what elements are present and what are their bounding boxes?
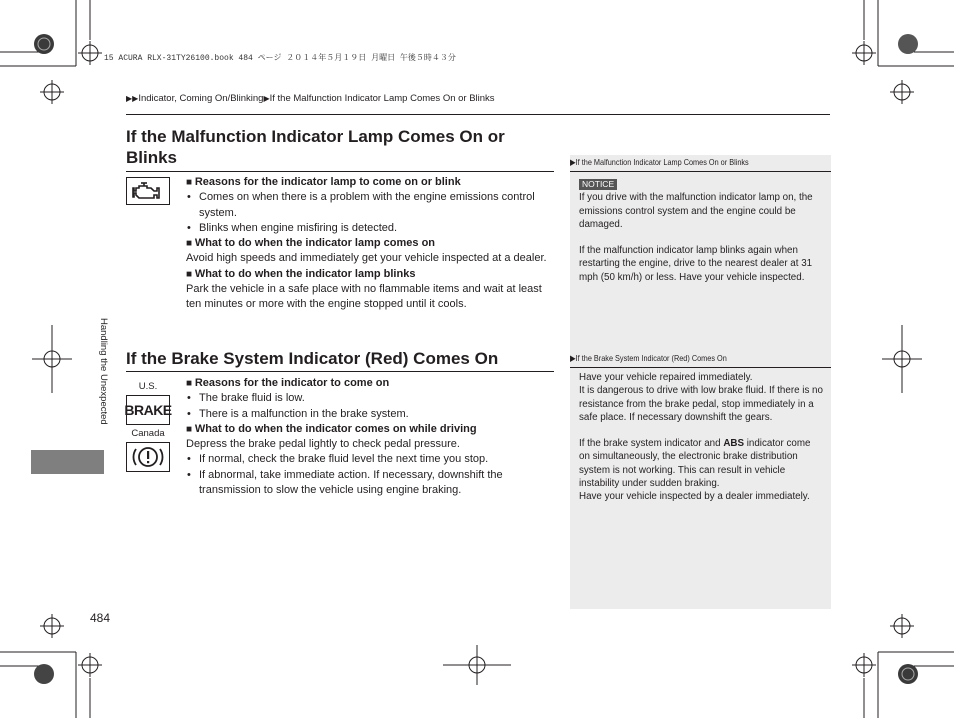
section2-reasons-heading: ■ Reasons for the indicator to come on (186, 376, 556, 391)
section2-driving-list (186, 452, 556, 498)
brake-indicator-icon (126, 395, 170, 425)
print-header: 15 ACURA RLX-31TY26100.book 484 ページ ２０１４年５月１９日 月曜日 午後５時４３分 (104, 54, 456, 63)
sidebar1-para1: If you drive with the malfunction indicator lamp on, the emissions control system and the engine could be damaged. (579, 192, 813, 230)
chapter-tab-label: Handling the Unexpected (98, 318, 109, 425)
sidebar1 (570, 157, 831, 284)
section2-body (186, 376, 556, 498)
list-item: • Blinks when engine misfiring is detected. (199, 221, 556, 236)
chapter-tab[interactable] (31, 450, 104, 474)
list-item: • Comes on when there is a problem with the engine emissions control system. (199, 190, 556, 221)
list-item: • The brake fluid is low. (199, 391, 556, 406)
sidebar1-heading: ▶If the Malfunction Indicator Lamp Comes On or Blinks (570, 157, 749, 167)
abs-label: ABS (723, 438, 744, 450)
list-item: • If normal, check the brake fluid level the next time you stop. (199, 452, 556, 467)
check-engine-icon (126, 177, 170, 205)
list-item: • There is a malfunction in the brake system. (199, 407, 556, 422)
sidebar2-para3: If the brake system indicator and ABS indicator come on simultaneously, the electronic brake distribution system is not working. This can result in vehicle instability under sudden braking. (579, 438, 811, 490)
list-item: • If abnormal, take immediate action. If necessary, downshift the transmission to slow the vehicle using engine braking. (199, 468, 556, 499)
section2-rule (126, 371, 554, 372)
section1-blinks-heading: ■ What to do when the indicator lamp blinks (186, 267, 556, 282)
section1-comes-on-heading: ■ What to do when the indicator lamp comes on (186, 236, 556, 251)
section2-driving-heading: ■ What to do when the indicator comes on while driving (186, 422, 556, 437)
section1-reasons-heading: ■ Reasons for the indicator lamp to come on or blink (186, 175, 556, 190)
section1-body (186, 175, 556, 313)
sidebar1-text (570, 172, 831, 284)
notice-badge: NOTICE (579, 179, 617, 190)
section1-comes-on-text: Avoid high speeds and immediately get your vehicle inspected at a dealer. (186, 252, 547, 265)
brake-icon-text: BRAKE (124, 402, 172, 418)
sidebar2-para1: Have your vehicle repaired immediately. (579, 372, 753, 383)
canada-label: Canada (131, 428, 165, 439)
section1-rule (126, 171, 554, 172)
sidebar2-para2: It is dangerous to drive with low brake fluid. If there is no resistance from the brake pedal, stop immediately in a safe place. If necessary downshift the gears. (579, 385, 823, 423)
page-number: 484 (90, 611, 111, 625)
section2-title: If the Brake System Indicator (Red) Comes On (126, 349, 499, 368)
section1-title: If the Malfunction Indicator Lamp Comes On or Blinks (126, 127, 505, 167)
sidebar2-text (570, 368, 831, 504)
sidebar2 (570, 353, 831, 504)
section1-blinks-text: Park the vehicle in a safe place with no flammable items and wait at least ten minutes or more with the engine stopped until it cools. (186, 283, 542, 311)
brake-exclamation-icon (126, 442, 170, 472)
sidebar1-para2: If the malfunction indicator lamp blinks again when restarting the engine, drive to the nearest dealer at 31 mph (50 km/h) or less. Have your vehicle inspected. (579, 245, 813, 283)
section2-reasons-list (186, 391, 556, 422)
breadcrumb-arrow-icon: ▶ (263, 94, 270, 103)
breadcrumb-item-2[interactable]: If the Malfunction Indicator Lamp Comes On or Blinks (269, 93, 495, 104)
breadcrumb-arrow-icon: ▶▶ (126, 94, 139, 103)
breadcrumb (126, 93, 495, 104)
sidebar2-para4: Have your vehicle inspected by a dealer immediately. (579, 491, 810, 503)
breadcrumb-item-1[interactable]: Indicator, Coming On/Blinking (138, 93, 264, 104)
section1-reasons-list (186, 190, 556, 236)
note-arrow-icon: ▶ (570, 353, 576, 363)
us-label: U.S. (138, 381, 158, 392)
section2-driving-text: Depress the brake pedal lightly to check pedal pressure. (186, 438, 460, 451)
header-divider (126, 114, 830, 115)
note-arrow-icon: ▶ (570, 157, 576, 167)
sidebar2-heading: ▶If the Brake System Indicator (Red) Comes On (570, 353, 727, 363)
